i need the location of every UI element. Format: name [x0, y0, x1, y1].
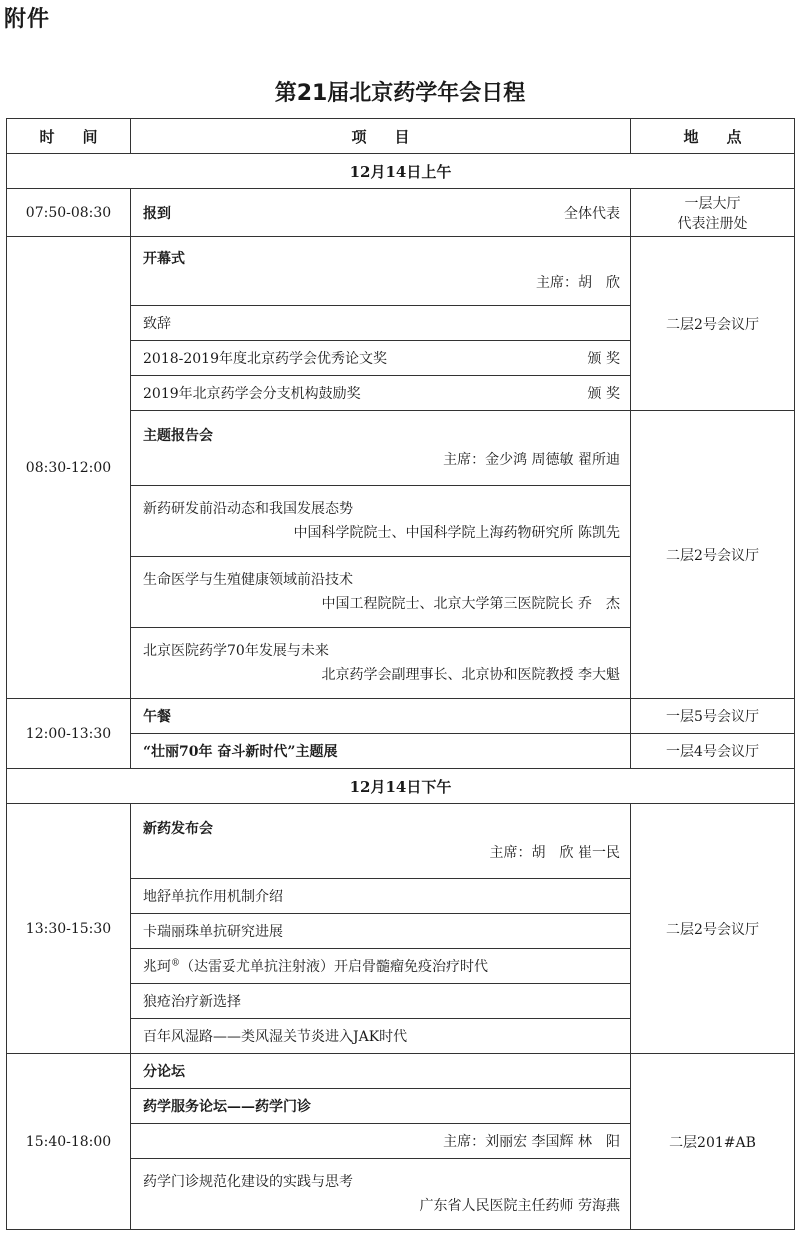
morning-block-time: 08:30-12:00 [7, 237, 131, 699]
keynote-title: 主题报告会 [143, 428, 213, 444]
keynote-cell [131, 411, 631, 486]
forum-row [7, 1054, 795, 1089]
award2-name: 2019年北京药学会分支机构鼓励奖 [143, 386, 361, 402]
exhibit-item: “壮丽70年 奋斗新时代”主题展 [131, 734, 631, 769]
opening-location: 二层2号会议厅 [631, 237, 795, 411]
checkin-time: 07:50-08:30 [7, 189, 131, 237]
checkin-row [7, 189, 795, 237]
talk1-cell [131, 486, 631, 557]
lunch-location: 一层5号会议厅 [631, 699, 795, 734]
forum-chair: 主席：刘丽宏 李国辉 林 阳 [131, 1124, 631, 1159]
schedule-table [6, 118, 795, 1230]
header-location: 地点 [631, 119, 795, 154]
keynote-location: 二层2号会议厅 [631, 411, 795, 699]
launch-title: 新药发布会 [143, 821, 213, 837]
header-item: 项目 [131, 119, 631, 154]
header-row [7, 119, 795, 154]
header-time: 时间 [7, 119, 131, 154]
talk1-topic: 新药研发前沿动态和我国发展态势 [143, 501, 353, 517]
forum-talk-speaker: 广东省人民医院主任药师 劳海燕 [419, 1198, 620, 1214]
forum-location: 二层201#AB [631, 1054, 795, 1230]
attachment-label: 附件 [4, 7, 51, 32]
forum-subtitle: 药学服务论坛——药学门诊 [131, 1089, 631, 1124]
checkin-loc-line2: 代表注册处 [677, 215, 748, 232]
lunch-row [7, 699, 795, 734]
section-afternoon [7, 769, 795, 804]
launch-chair: 主席：胡 欣 崔一民 [489, 845, 620, 861]
section-morning [7, 154, 795, 189]
talk2-speaker: 中国工程院院士、北京大学第三医院院长 乔 杰 [321, 596, 620, 612]
checkin-location [631, 189, 795, 237]
speech-item: 致辞 [131, 306, 631, 341]
checkin-loc-line1: 一层大厅 [684, 195, 741, 212]
award2-action: 颁 奖 [587, 386, 620, 402]
award1-action: 颁 奖 [587, 351, 620, 367]
forum-time: 15:40-18:00 [7, 1054, 131, 1230]
talk1-speaker: 中国科学院院士、中国科学院上海药物研究所 陈凯先 [293, 525, 620, 541]
talk3-cell [131, 628, 631, 699]
opening-title: 开幕式 [143, 251, 185, 267]
launch-cell [131, 804, 631, 879]
launch-item-1: 地舒单抗作用机制介绍 [131, 879, 631, 914]
launch-item-5: 百年风湿路——类风湿关节炎进入JAK时代 [131, 1019, 631, 1054]
launch-location: 二层2号会议厅 [631, 804, 795, 1054]
award1-name: 2018-2019年度北京药学会优秀论文奖 [143, 351, 387, 367]
award1-item [131, 341, 631, 376]
launch-item-2: 卡瑞丽珠单抗研究进展 [131, 914, 631, 949]
opening-cell [131, 237, 631, 306]
award2-item [131, 376, 631, 411]
keynote-chair: 主席：金少鸿 周德敏 翟所迪 [443, 452, 620, 468]
forum-talk-cell [131, 1159, 631, 1230]
lunch-time: 12:00-13:30 [7, 699, 131, 769]
page-title: 第21届北京药学年会日程 [274, 81, 526, 106]
talk2-topic: 生命医学与生殖健康领域前沿技术 [143, 572, 353, 588]
opening-row [7, 237, 795, 306]
lunch-item: 午餐 [131, 699, 631, 734]
talk2-cell [131, 557, 631, 628]
checkin-who: 全体代表 [564, 205, 620, 222]
checkin-item [131, 189, 631, 237]
exhibit-location: 一层4号会议厅 [631, 734, 795, 769]
talk3-topic: 北京医院药学70年发展与未来 [143, 643, 329, 659]
launch-item-4: 狼疮治疗新选择 [131, 984, 631, 1019]
opening-chair: 主席：胡 欣 [536, 275, 620, 291]
talk3-speaker: 北京药学会副理事长、北京协和医院教授 李大魁 [321, 667, 620, 683]
launch-row [7, 804, 795, 879]
launch-item-3: 兆珂®（达雷妥尤单抗注射液）开启骨髓瘤免疫治疗时代 [131, 949, 631, 984]
section-morning-label: 12月14日上午 [7, 154, 795, 189]
forum-title: 分论坛 [131, 1054, 631, 1089]
launch-time: 13:30-15:30 [7, 804, 131, 1054]
checkin-label: 报到 [143, 205, 171, 222]
section-afternoon-label: 12月14日下午 [7, 769, 795, 804]
forum-talk-topic: 药学门诊规范化建设的实践与思考 [143, 1174, 353, 1190]
